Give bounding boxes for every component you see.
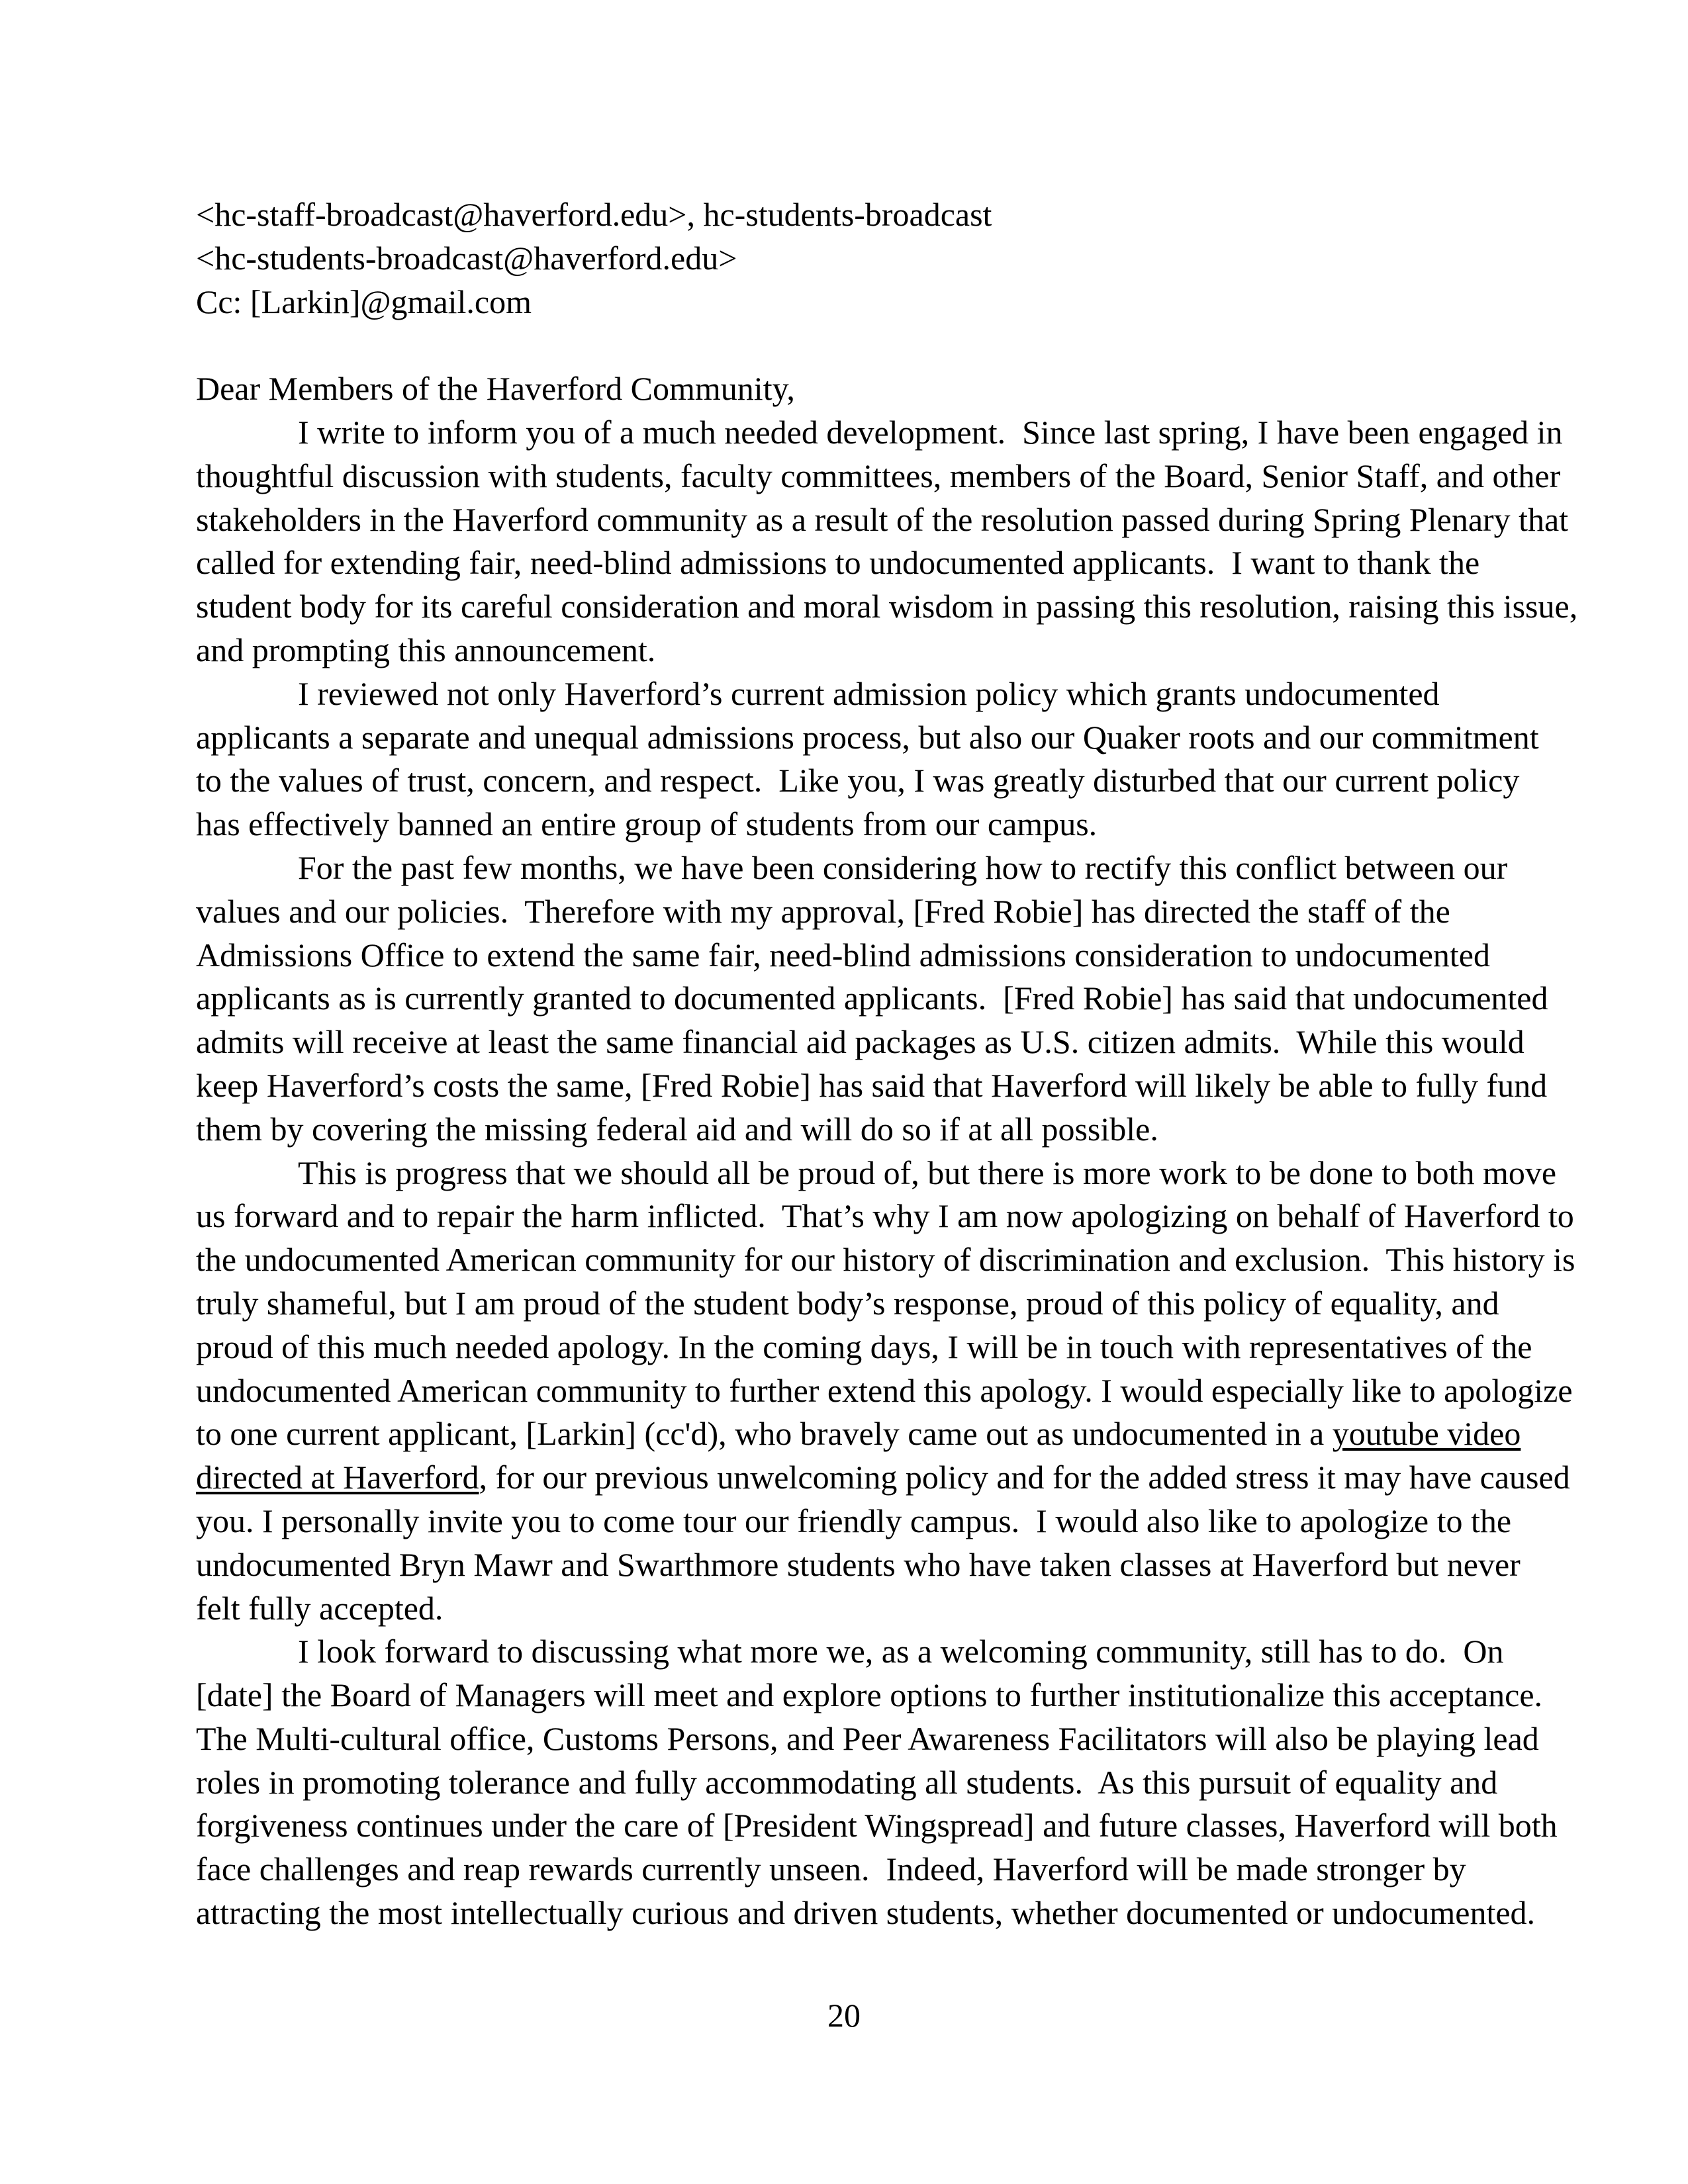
letter-line: [196, 1543, 1533, 1587]
text-run: proud of this much needed apology. In the coming days, I will be in touch with representatives of the: [196, 1328, 1532, 1365]
letter-line: [196, 1674, 1543, 1717]
text-run: thoughtful discussion with students, faculty committees, members of the Board, Senior Staff, and other: [196, 457, 1561, 494]
letter-line: [196, 1500, 1533, 1543]
text-run: Admissions Office to extend the same fair, need-blind admissions consideration to undocumented: [196, 936, 1490, 974]
text-run: to one current applicant, [Larkin] (cc'd), who bravely came out as undocumented in a: [196, 1415, 1333, 1453]
text-run: <hc-staff-broadcast@haverford.edu>, hc-students-broadcast: [196, 196, 992, 233]
text-run: us forward and to repair the harm inflicted. That’s why I am now apologizing on behalf of Haverford to: [196, 1197, 1574, 1235]
letter-line: [196, 672, 1533, 716]
letter-line: [196, 759, 1533, 803]
recipient-line: [196, 193, 1533, 237]
text-run: to the values of trust, concern, and respect. Like you, I was greatly disturbed that our current policy: [196, 762, 1520, 799]
letter-line: [196, 846, 1533, 890]
text-run: <hc-students-broadcast@haverford.edu>: [196, 239, 737, 277]
letter-line: [196, 803, 1533, 846]
letter-line: [196, 585, 1578, 629]
letter-line: [196, 977, 1548, 1021]
text-run: This is progress that we should all be proud of, but there is more work to be done to both move: [298, 1154, 1557, 1191]
letter-line: [196, 541, 1533, 585]
youtube-video-link[interactable]: youtube video: [1332, 1415, 1521, 1453]
text-run: roles in promoting tolerance and fully accommodating all students. As this pursuit of equality and: [196, 1763, 1498, 1801]
text-run: stakeholders in the Haverford community as a result of the resolution passed during Spring Plenary that: [196, 500, 1569, 538]
text-run: and prompting this announcement.: [196, 631, 656, 668]
letter-line: [196, 1848, 1533, 1891]
text-run: attracting the most intellectually curious and driven students, whether documented or undocumented.: [196, 1894, 1536, 1932]
text-run: values and our policies. Therefore with my approval, [Fred Robie] has directed the staff of the: [196, 892, 1450, 930]
text-run: I look forward to discussing what more we, as a welcoming community, still has to do. On: [298, 1633, 1504, 1670]
text-run: called for extending fair, need-blind admissions to undocumented applicants. I want to thank the: [196, 544, 1480, 582]
text-run: face challenges and reap rewards currently unseen. Indeed, Haverford will be made stronger by: [196, 1850, 1466, 1888]
letter-line: [196, 1282, 1533, 1326]
letter-line: [196, 1326, 1533, 1369]
text-run: student body for its careful consideration and moral wisdom in passing this resolution, raising this issue,: [196, 588, 1578, 625]
text-run: I write to inform you of a much needed development. Since last spring, I have been engaged in: [298, 413, 1563, 451]
text-run: I reviewed not only Haverford’s current admission policy which grants undocumented: [298, 674, 1440, 712]
page-number: 20: [827, 1997, 861, 2034]
text-run: truly shameful, but I am proud of the student body’s response, proud of this policy of equality, and: [196, 1284, 1499, 1322]
youtube-video-link[interactable]: directed at Haverford: [196, 1459, 479, 1496]
letter-line: [196, 1630, 1533, 1674]
text-run: Dear Members of the Haverford Community,: [196, 370, 795, 408]
text-run: the undocumented American community for our history of discrimination and exclusion. This history is: [196, 1241, 1575, 1279]
text-run: undocumented American community to further extend this apology. I would especially like to apologize: [196, 1371, 1573, 1409]
text-run: forgiveness continues under the care of [President Wingspread] and future classes, Haverford will both: [196, 1807, 1558, 1844]
letter-line: [196, 1369, 1573, 1413]
text-run: felt fully accepted.: [196, 1589, 444, 1627]
letter-line: [196, 455, 1561, 498]
letter-line: [196, 1021, 1533, 1064]
text-run: them by covering the missing federal aid and will do so if at all possible.: [196, 1110, 1158, 1148]
text-run: admits will receive at least the same financial aid packages as U.S. citizen admits. While this would: [196, 1023, 1524, 1061]
recipient-line: [196, 237, 1533, 281]
salutation-line: [196, 367, 1533, 411]
recipient-line: [196, 281, 1533, 324]
letter-line: [196, 1456, 1570, 1500]
text-run: , for our previous unwelcoming policy and for the added stress it may have caused: [479, 1459, 1570, 1496]
text-run: undocumented Bryn Mawr and Swarthmore students who have taken classes at Haverford but never: [196, 1545, 1521, 1583]
text-run: Cc: [Larkin]@gmail.com: [196, 283, 532, 320]
letter-line: [196, 1717, 1539, 1761]
letter-body: [196, 193, 1578, 1935]
letter-line: [196, 1804, 1558, 1848]
letter-line: [196, 411, 1563, 455]
letter-line: [196, 629, 1533, 672]
letter-line: [196, 1108, 1533, 1152]
text-run: For the past few months, we have been considering how to rectify this conflict between our: [298, 848, 1508, 886]
letter-line: [196, 1064, 1548, 1108]
letter-line: [196, 498, 1569, 542]
letter-line: [196, 716, 1539, 760]
letter-line: [196, 1152, 1557, 1195]
letter-line: [196, 890, 1533, 934]
letter-line: [196, 1587, 1533, 1631]
letter-line: [196, 1238, 1575, 1282]
text-run: The Multi-cultural office, Customs Persons, and Peer Awareness Facilitators will also be playing lead: [196, 1719, 1539, 1757]
text-run: you. I personally invite you to come tour our friendly campus. I would also like to apologize to the: [196, 1502, 1512, 1539]
text-run: applicants a separate and unequal admissions process, but also our Quaker roots and our commitment: [196, 718, 1539, 756]
text-run: [date] the Board of Managers will meet and explore options to further institutionalize this acceptance.: [196, 1676, 1543, 1714]
letter-line: [196, 1195, 1574, 1238]
text-run: applicants as is currently granted to documented applicants. [Fred Robie] has said that undocumented: [196, 979, 1548, 1017]
letter-line: [196, 1761, 1533, 1805]
letter-line: [196, 1412, 1533, 1456]
blank-line: [196, 324, 1533, 367]
text-run: keep Haverford’s costs the same, [Fred Robie] has said that Haverford will likely be able to fully fund: [196, 1066, 1548, 1104]
letter-line: [196, 1891, 1536, 1935]
text-run: has effectively banned an entire group of students from our campus.: [196, 805, 1098, 843]
letter-line: [196, 934, 1533, 978]
